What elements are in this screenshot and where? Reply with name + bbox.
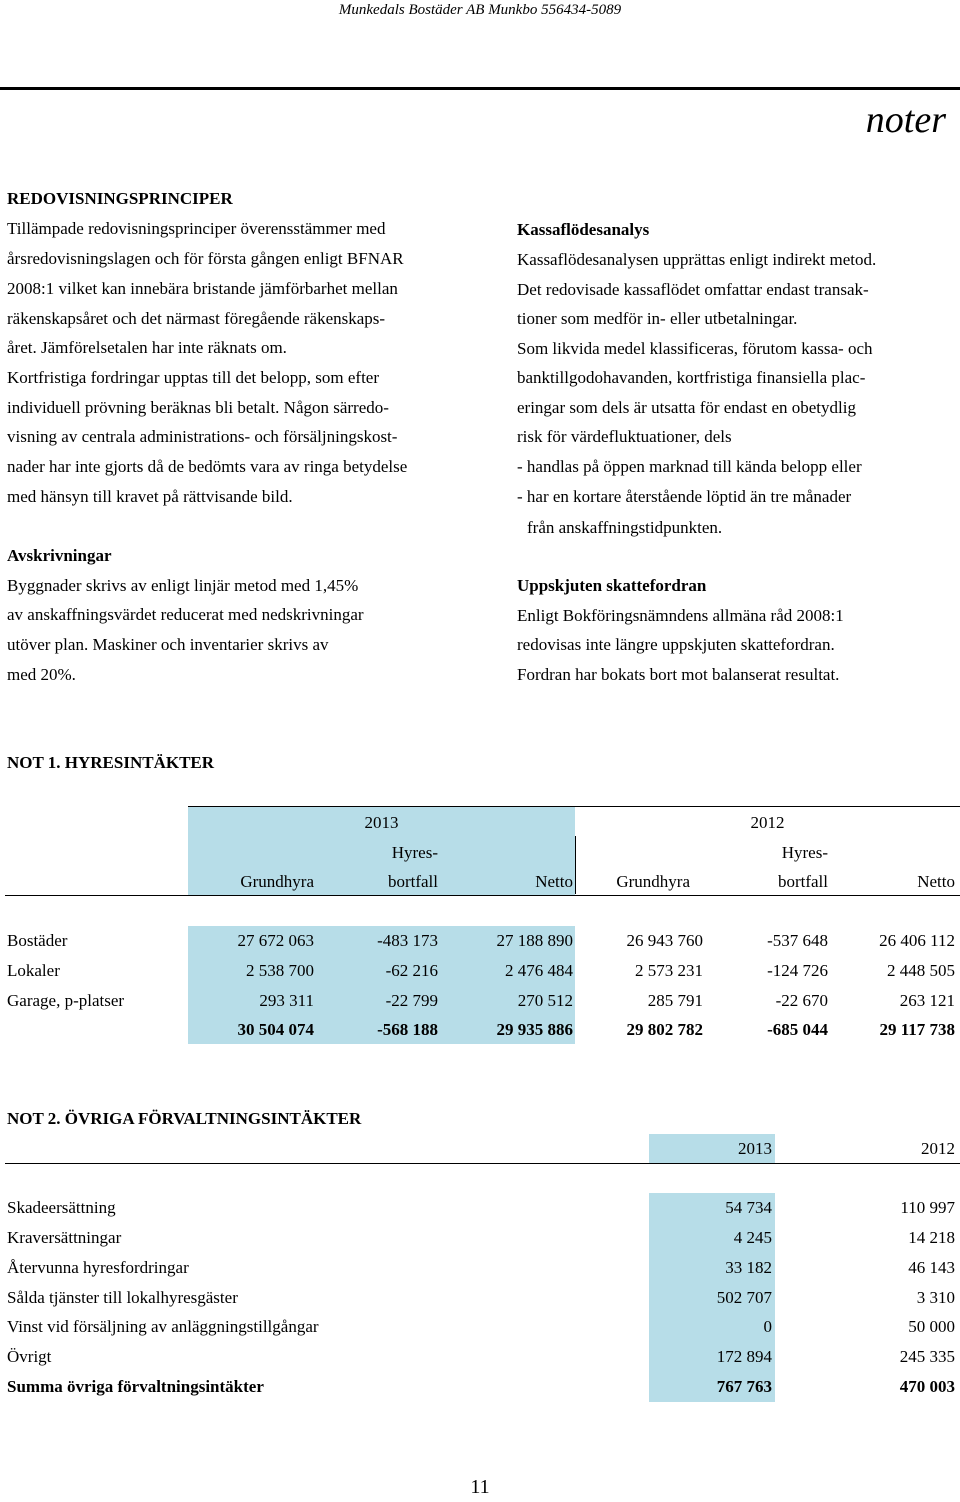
total-value: -568 188	[377, 1020, 438, 1039]
cell-value: 0	[763, 1317, 772, 1336]
cell-value: -22 799	[385, 991, 438, 1010]
row-label: Skadeersättning	[7, 1198, 116, 1217]
cell-value: 46 143	[908, 1258, 955, 1277]
row-label: Återvunna hyresfordringar	[7, 1258, 189, 1277]
deferred-tax-title: Uppskjuten skattefordran	[517, 576, 707, 595]
table-rule	[188, 806, 960, 807]
cell-value: 26 943 760	[626, 931, 703, 950]
row-label: Kraversättningar	[7, 1228, 122, 1247]
total-value: 29 935 886	[496, 1020, 573, 1039]
cashflow-line: tioner som medför in- eller utbetalningar.	[517, 309, 798, 328]
cell-value: 285 791	[647, 991, 703, 1010]
col-netto-2012: Netto	[917, 872, 955, 891]
principles-line: Tillämpade redovisningsprinciper överensstämmer med	[7, 219, 386, 238]
depreciation-line: med 20%.	[7, 665, 76, 684]
total-value: 29 117 738	[879, 1020, 955, 1039]
col-bortfall-2013: bortfall	[387, 872, 438, 891]
note1-year-2012: 2012	[750, 813, 785, 832]
cell-value: 263 121	[899, 991, 955, 1010]
depreciation-line: utöver plan. Maskiner och inventarier skrivs av	[7, 635, 329, 654]
principles-line: visning av centrala administrations- och försäljningskost-	[7, 427, 398, 446]
company-header: Munkedals Bostäder AB Munkbo 556434-5089	[338, 2, 622, 18]
deferred-tax-line: redovisas inte längre uppskjuten skattefordran.	[517, 635, 835, 654]
cell-value: -124 726	[767, 961, 828, 980]
cell-value: -483 173	[377, 931, 438, 950]
col-hyres-2012: Hyres-	[781, 843, 828, 862]
note1-title: NOT 1. HYRESINTÄKTER	[7, 753, 215, 772]
principles-line: 2008:1 vilket kan innebära bristande jämförbarhet mellan	[7, 279, 398, 298]
cell-value: 27 188 890	[496, 931, 573, 950]
total-value: -685 044	[767, 1020, 828, 1039]
total-value: 29 802 782	[626, 1020, 703, 1039]
cashflow-line: Som likvida medel klassificeras, förutom kassa- och	[517, 339, 873, 358]
deferred-tax-line: Enligt Bokföringsnämndens allmäna råd 2008:1	[517, 606, 844, 625]
depreciation-line: Byggnader skrivs av enligt linjär metod med 1,45%	[7, 576, 359, 595]
depreciation-line: av anskaffningsvärdet reducerat med nedskrivningar	[7, 605, 364, 624]
cell-value: 2 448 505	[887, 961, 955, 980]
note2-year-2012: 2012	[921, 1139, 955, 1158]
cell-value: 33 182	[725, 1258, 772, 1277]
cell-value: 3 310	[916, 1288, 955, 1307]
row-label: Bostäder	[7, 931, 68, 950]
principles-line: årsredovisningslagen och för första gången enligt BFNAR	[7, 249, 404, 268]
col-hyres-2013: Hyres-	[391, 843, 438, 862]
cell-value: 245 335	[899, 1347, 955, 1366]
total-value: 767 763	[716, 1377, 772, 1396]
cell-value: 50 000	[908, 1317, 955, 1336]
total-label: Summa övriga förvaltningsintäkter	[7, 1377, 264, 1396]
col-bortfall-2012: bortfall	[777, 872, 828, 891]
cashflow-line: från anskaffningstidpunkten.	[527, 518, 723, 537]
cashflow-line: banktillgodohavanden, kortfristiga finansiella plac-	[517, 368, 866, 387]
cell-value: 26 406 112	[879, 931, 955, 950]
cell-value: 2 538 700	[246, 961, 314, 980]
col-grundhyra-2013: Grundhyra	[240, 872, 314, 891]
cell-value: 110 997	[900, 1198, 955, 1217]
cashflow-line: - har en kortare återstående löptid än tre månader	[517, 487, 852, 506]
row-label: Garage, p-platser	[7, 991, 125, 1010]
principles-line: Kortfristiga fordringar upptas till det belopp, som efter	[7, 368, 380, 387]
cell-value: -62 216	[385, 961, 438, 980]
cashflow-title: Kassaflödesanalys	[517, 220, 650, 239]
note2-year-2013: 2013	[738, 1139, 772, 1158]
cell-value: -22 670	[775, 991, 828, 1010]
cell-value: 4 245	[733, 1228, 772, 1247]
principles-line: året. Jämförelsetalen har inte räknats om.	[7, 338, 287, 357]
note2-title: NOT 2. ÖVRIGA FÖRVALTNINGSINTÄKTER	[7, 1109, 362, 1128]
cell-value: -537 648	[767, 931, 828, 950]
cell-value: 54 734	[725, 1198, 772, 1217]
principles-line: med hänsyn till kravet på rättvisande bild.	[7, 487, 293, 506]
note1-year-2013: 2013	[364, 813, 399, 832]
page-number: 11	[470, 1476, 490, 1498]
cell-value: 270 512	[517, 991, 573, 1010]
cashflow-line: eringar som dels är utsatta för endast en obetydlig	[517, 398, 856, 417]
cell-value: 27 672 063	[237, 931, 314, 950]
cell-value: 502 707	[716, 1288, 772, 1307]
row-label: Vinst vid försäljning av anläggningstillgångar	[7, 1317, 319, 1336]
cashflow-line: Kassaflödesanalysen upprättas enligt indirekt metod.	[517, 250, 877, 269]
cell-value: 14 218	[908, 1228, 955, 1247]
principles-line: räkenskapsåret och det närmast föregående räkenskaps-	[7, 309, 386, 328]
header-rule	[0, 87, 960, 90]
cell-value: 172 894	[716, 1347, 772, 1366]
deferred-tax-line: Fordran har bokats bort mot balanserat resultat.	[517, 665, 840, 684]
row-label: Övrigt	[7, 1347, 52, 1366]
principles-line: nader har inte gjorts då de bedömts vara av ringa betydelse	[7, 457, 408, 476]
row-label: Lokaler	[7, 961, 60, 980]
section-title: noter	[865, 99, 946, 141]
principles-line: individuell prövning beräknas bli betalt. Någon särredo-	[7, 398, 389, 417]
cell-value: 2 476 484	[505, 961, 573, 980]
total-value: 470 003	[899, 1377, 955, 1396]
total-value: 30 504 074	[237, 1020, 314, 1039]
cashflow-line: Det redovisade kassaflödet omfattar endast transak-	[517, 280, 869, 299]
depreciation-title: Avskrivningar	[7, 546, 112, 565]
col-grundhyra-2012: Grundhyra	[616, 872, 690, 891]
cell-value: 293 311	[259, 991, 314, 1010]
col-netto-2013: Netto	[535, 872, 573, 891]
cashflow-line: - handlas på öppen marknad till kända belopp eller	[517, 457, 862, 476]
row-label: Sålda tjänster till lokalhyresgäster	[7, 1288, 238, 1307]
accounting-principles-title: REDOVISNINGSPRINCIPER	[7, 189, 233, 208]
cell-value: 2 573 231	[635, 961, 703, 980]
cashflow-line: risk för värdefluktuationer, dels	[517, 427, 732, 446]
